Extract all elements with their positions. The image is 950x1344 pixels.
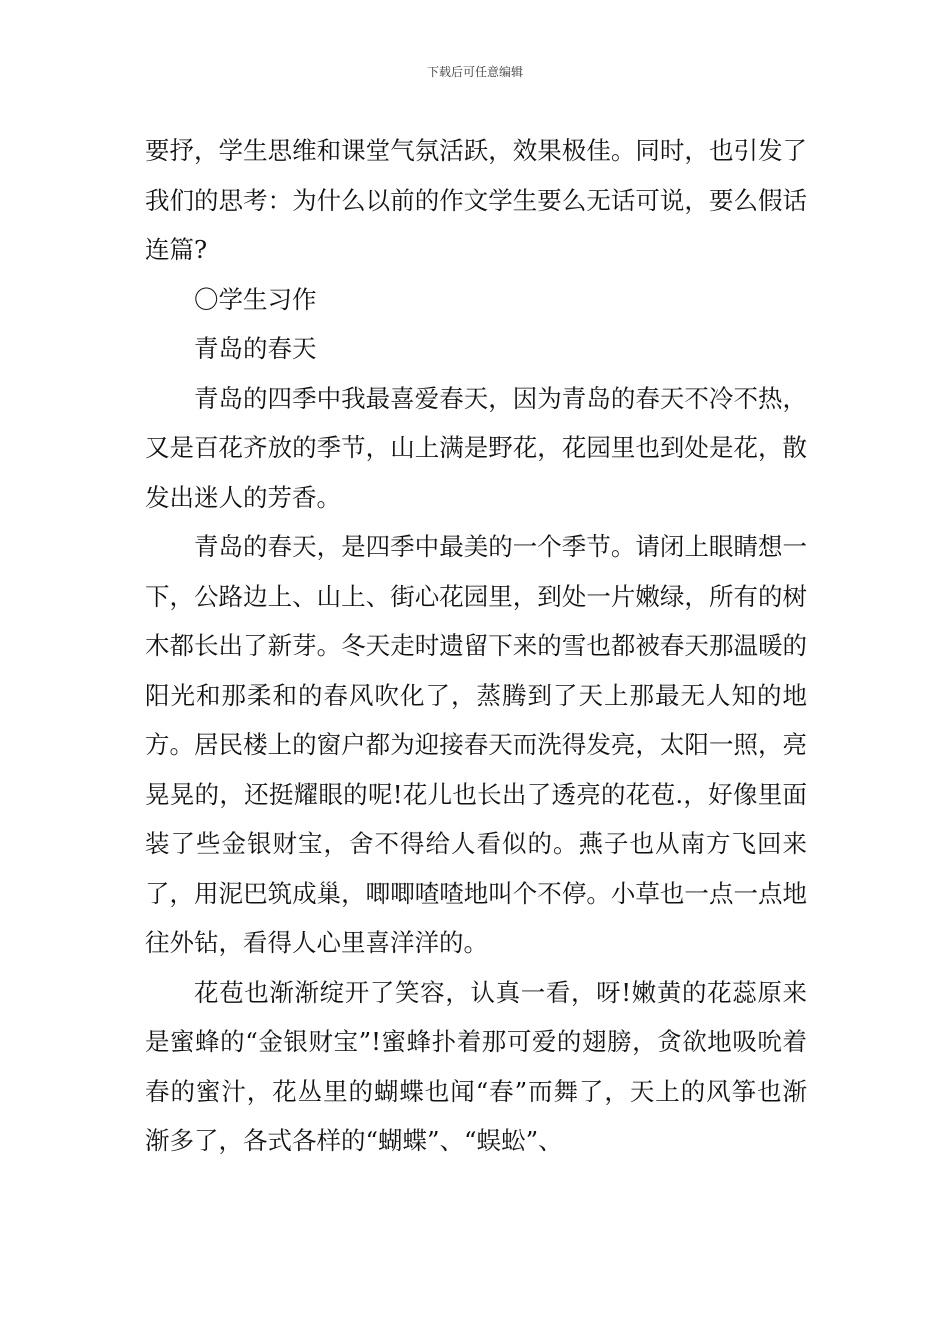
paragraph-essay-3: 花苞也渐渐绽开了笑容，认真一看，呀!嫩黄的花蕊原来是蜜蜂的“金银财宝”!蜜蜂扑着那可爱的翅膀，贪欲地吸吮着春的蜜汁，花丛里的蝴蝶也闻“春”而舞了，天上的风筝也渐渐多了，各式各样的“蝴蝶”、“蜈蚣”、 [145,977,807,1155]
document-body [145,126,807,1166]
page-header: 下载后可任意编辑 [426,65,523,79]
section-label-student-essay: 〇学生习作 [194,284,317,314]
paragraph-essay-1: 青岛的四季中我最喜爱春天，因为青岛的春天不冷不热，又是百花齐放的季节，山上满是野花，花园里也到处是花，散发出迷人的芳香。 [145,383,807,512]
paragraph-intro-reflection: 要抒，学生思维和课堂气氛活跃，效果极佳。同时，也引发了我们的思考：为什么以前的作文学生要么无话可说，要么假话连篇? [145,136,807,264]
essay-title: 青岛的春天 [194,334,317,363]
paragraph-essay-2: 青岛的春天，是四季中最美的一个季节。请闭上眼睛想一下，公路边上、山上、街心花园里，到处一片嫩绿，所有的树木都长出了新芽。冬天走时遗留下来的雪也都被春天那温暖的阳光和那柔和的春风吹化了，蒸腾到了天上那最无人知的地方。居民楼上的窗户都为迎接春天而洗得发亮，太阳一照，亮晃晃的，还挺耀眼的呢!花儿也长出了透亮的花苞.，好像里面装了些金银财宝，舍不得给人看似的。燕子也从南方飞回来了，用泥巴筑成巢，唧唧喳喳地叫个不停。小草也一点一点地往外钻，看得人心里喜洋洋的。 [145,532,807,957]
